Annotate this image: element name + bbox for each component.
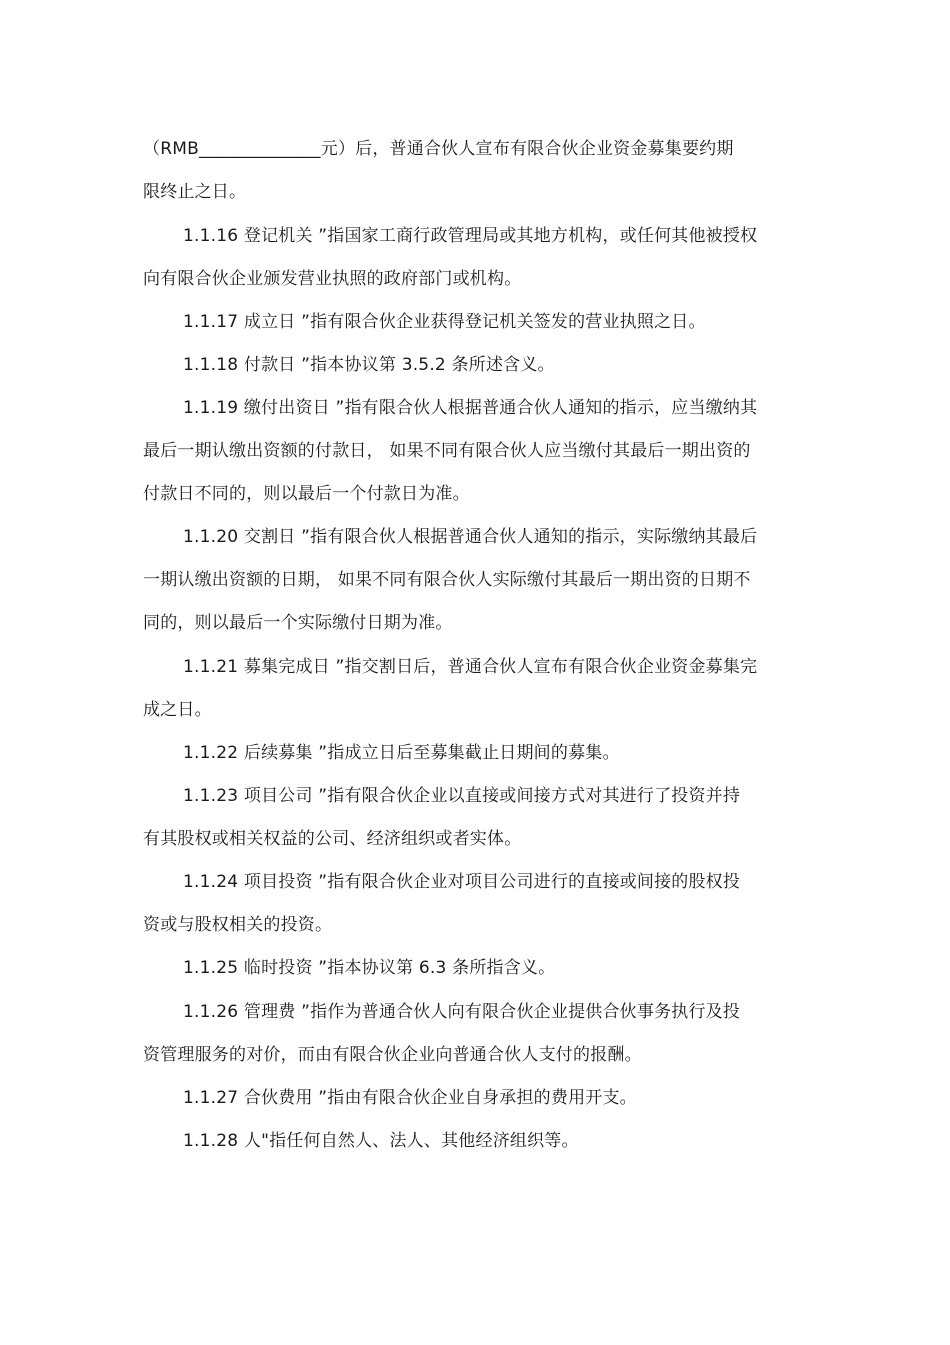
clause-1-1-17: 1.1.17 成立日 ”指有限合伙企业获得登记机关签发的营业执照之日。 xyxy=(183,312,706,332)
text-line: 有其股权或相关权益的公司、经济组织或者实体。 xyxy=(143,829,522,849)
clause-1-1-25: 1.1.25 临时投资 ”指本协议第 6.3 条所指含义。 xyxy=(183,958,556,978)
clause-1-1-28: 1.1.28 人"指任何自然人、法人、其他经济组织等。 xyxy=(183,1131,579,1151)
text-line: 最后一期认缴出资额的付款日， 如果不同有限合伙人应当缴付其最后一期出资的 xyxy=(143,441,751,461)
text-line: （RMB______________元）后，普通合伙人宣布有限合伙企业资金募集要约期 xyxy=(143,139,734,159)
clause-1-1-27: 1.1.27 合伙费用 ”指由有限合伙企业自身承担的费用开支。 xyxy=(183,1088,637,1108)
text-line: 限终止之日。 xyxy=(143,182,247,202)
clause-1-1-18: 1.1.18 付款日 ”指本协议第 3.5.2 条所述含义。 xyxy=(183,355,555,375)
clause-1-1-26: 1.1.26 管理费 ”指作为普通合伙人向有限合伙企业提供合伙事务执行及投 xyxy=(183,1002,741,1022)
clause-1-1-19: 1.1.19 缴付出资日 ”指有限合伙人根据普通合伙人通知的指示，应当缴纳其 xyxy=(183,398,758,418)
text-line: 向有限合伙企业颁发营业执照的政府部门或机构。 xyxy=(143,269,522,289)
text-line: 成之日。 xyxy=(143,700,212,720)
clause-1-1-22: 1.1.22 后续募集 ”指成立日后至募集截止日期间的募集。 xyxy=(183,743,620,763)
text-line: 一期认缴出资额的日期， 如果不同有限合伙人实际缴付其最后一期出资的日期不 xyxy=(143,570,751,590)
clause-1-1-20: 1.1.20 交割日 ”指有限合伙人根据普通合伙人通知的指示，实际缴纳其最后 xyxy=(183,527,758,547)
text-line: 资管理服务的对价，而由有限合伙企业向普通合伙人支付的报酬。 xyxy=(143,1045,642,1065)
text-line: 资或与股权相关的投资。 xyxy=(143,915,333,935)
clause-1-1-23: 1.1.23 项目公司 ”指有限合伙企业以直接或间接方式对其进行了投资并持 xyxy=(183,786,741,806)
clause-1-1-24: 1.1.24 项目投资 ”指有限合伙企业对项目公司进行的直接或间接的股权投 xyxy=(183,872,741,892)
clause-1-1-21: 1.1.21 募集完成日 ”指交割日后，普通合伙人宣布有限合伙企业资金募集完 xyxy=(183,657,758,677)
text-line: 付款日不同的，则以最后一个付款日为准。 xyxy=(143,484,470,504)
clause-1-1-16: 1.1.16 登记机关 ”指国家工商行政管理局或其地方机构，或任何其他被授权 xyxy=(183,226,758,246)
text-line: 同的，则以最后一个实际缴付日期为准。 xyxy=(143,613,453,633)
